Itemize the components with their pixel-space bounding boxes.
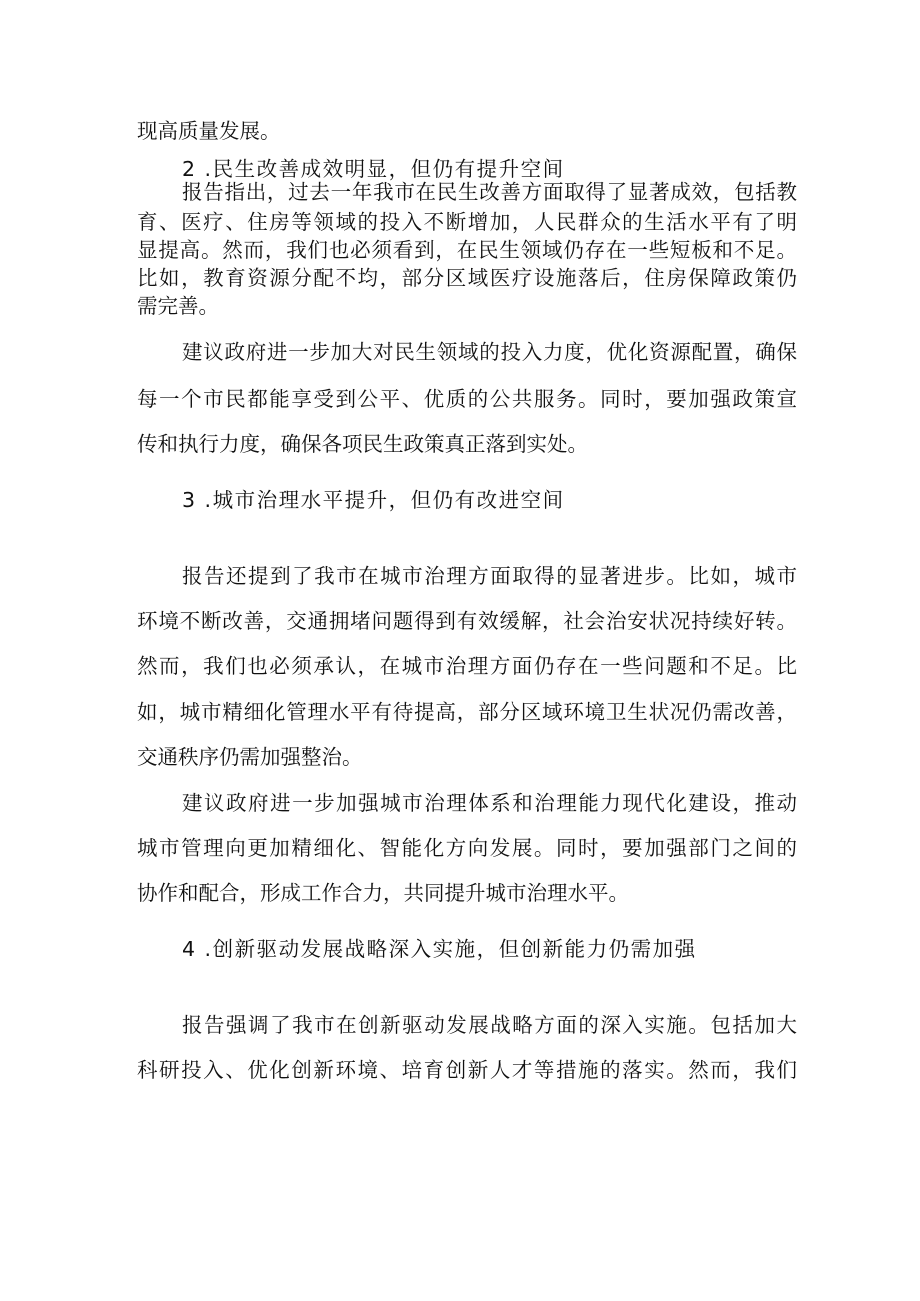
paragraph-line: 每一个市民都能享受到公平、优质的公共服务。同时，要加强政策宣 bbox=[137, 387, 797, 411]
paragraph-line: 需完善。 bbox=[137, 294, 219, 318]
paragraph-line: 报告强调了我市在创新驱动发展战略方面的深入实施。包括加大 bbox=[182, 1013, 797, 1037]
section-heading-3: 3 .城市治理水平提升，但仍有改进空间 bbox=[182, 488, 565, 512]
paragraph-line: 然而，我们也必须承认，在城市治理方面仍存在一些问题和不足。比 bbox=[137, 654, 797, 678]
paragraph-line: 协作和配合，形成工作合力，共同提升城市治理水平。 bbox=[137, 881, 629, 905]
section-heading-4: 4 .创新驱动发展战略深入实施，但创新能力仍需加强 bbox=[182, 937, 697, 961]
paragraph-line: 育、医疗、住房等领域的投入不断增加，人民群众的生活水平有了明 bbox=[137, 210, 797, 234]
paragraph-line: 报告指出，过去一年我市在民生改善方面取得了显著成效，包括教 bbox=[182, 180, 797, 204]
paragraph-line: 现高质量发展。 bbox=[137, 119, 281, 143]
paragraph-line: 报告还提到了我市在城市治理方面取得的显著进步。比如，城市 bbox=[182, 564, 797, 588]
paragraph-line: 科研投入、优化创新环境、培育创新人才等措施的落实。然而，我们 bbox=[137, 1058, 797, 1082]
paragraph-line: 环境不断改善，交通拥堵问题得到有效缓解，社会治安状况持续好转。 bbox=[137, 609, 797, 633]
section-heading-2: 2 .民生改善成效明显，但仍有提升空间 bbox=[182, 157, 565, 181]
paragraph-line: 交通秩序仍需加强整治。 bbox=[137, 745, 363, 769]
paragraph-line: 城市管理向更加精细化、智能化方向发展。同时，要加强部门之间的 bbox=[137, 836, 797, 860]
paragraph-line: 传和执行力度，确保各项民生政策真正落到实处。 bbox=[137, 432, 588, 456]
paragraph-line: 建议政府进一步加强城市治理体系和治理能力现代化建设，推动 bbox=[182, 791, 797, 815]
paragraph-line: 如，城市精细化管理水平有待提高，部分区域环境卫生状况仍需改善， bbox=[137, 700, 797, 724]
paragraph-line: 建议政府进一步加大对民生领域的投入力度，优化资源配置，确保 bbox=[182, 340, 797, 364]
paragraph-line: 显提高。然而，我们也必须看到，在民生领域仍存在一些短板和不足。 bbox=[137, 238, 797, 262]
paragraph-line: 比如，教育资源分配不均，部分区域医疗设施落后，住房保障政策仍 bbox=[137, 266, 797, 290]
